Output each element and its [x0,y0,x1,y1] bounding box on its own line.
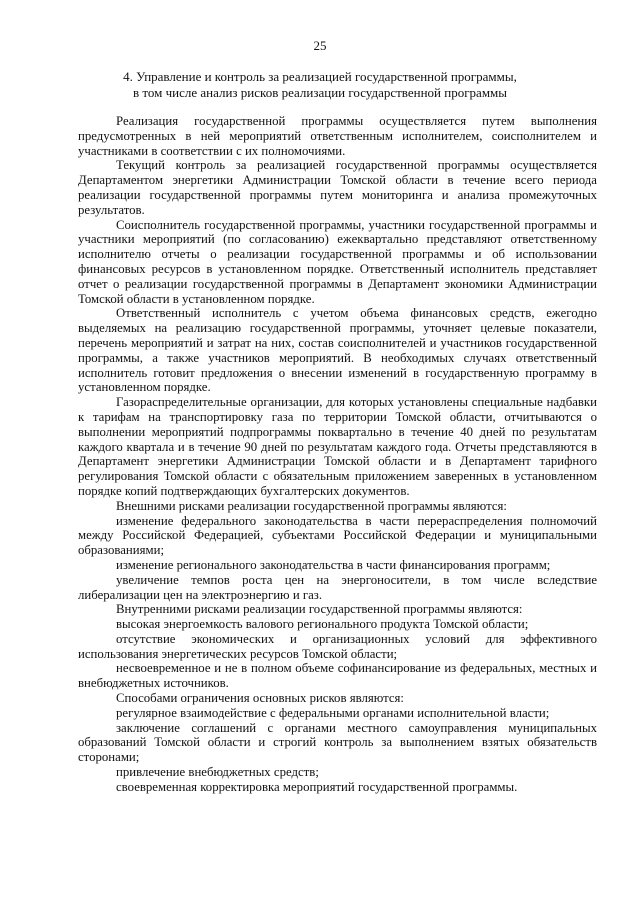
paragraph-responsible-executor: Ответственный исполнитель с учетом объема финансовых средств, ежегодно выделяемых на реализацию государственной программы, уточняет целевые показатели, перечень мероприятий и затрат на них, состав соисполнителей и участников государственной программы, а также участников мероприятий. В необходимых случаях ответственный исполнитель готовит предложения о внесении изменений в государственную программу в установленном порядке. [78,306,597,395]
list-item-mitigation-extrabudgetary: привлечение внебюджетных средств; [116,765,319,780]
list-item-mitigation-agreements: заключение соглашений с органами местного самоуправления муниципальных образований Томской области и строгий контроль за выполнением взятых обязательств сторонами; [78,720,597,765]
section-heading [60,69,580,101]
section-heading-line-2: в том числе анализ рисков реализации государственной программы [132,85,508,100]
list-item-mitigation-adjustment: своевременная корректировка мероприятий государственной программы. [116,779,518,794]
page-number: 25 [313,38,327,53]
paragraph-reporting: Соисполнитель государственной программы, участники государственной программы и участники мероприятий (по согласованию) ежеквартально представляют ответственному исполнителю отчеты о реализации государственной программы и об использовании финансовых ресурсов в установленном порядке. Ответственный исполнитель представляет отчет о реализации государственной программы в Департамент экономики Администрации Томской области в установленном порядке. [78,217,597,306]
section-heading-line-1: 4. Управление и контроль за реализацией государственной программы, [123,69,517,84]
paragraph-risk-mitigation-intro: Способами ограничения основных рисков являются: [116,691,404,706]
list-item-external-risk-federal: изменение федерального законодательства в части перераспределения полномочий между Российской Федерацией, субъектами Российской Федерации и муниципальными образованиями; [78,513,597,558]
list-item-internal-risk-conditions: отсутствие экономических и организационных условий для эффективного использования энергетических ресурсов Томской области; [78,631,597,661]
list-item-mitigation-federal: регулярное взаимодействие с федеральными органами исполнительной власти; [116,705,550,720]
paragraph-implementation: Реализация государственной программы осуществляется путем выполнения предусмотренных в ней мероприятий ответственным исполнителем, соисполнителем и участниками в соответствии с их полномочиями. [78,114,597,158]
body-text [78,114,597,795]
list-item-internal-risk-cofinancing: несвоевременное и не в полном объеме софинансирование из федеральных, местных и внебюджетных источников. [78,661,597,691]
paragraph-current-control: Текущий контроль за реализацией государственной программы осуществляется Департаментом энергетики Администрации Томской области в течение всего периода реализации государственной программы путем мониторинга и анализа промежуточных результатов. [78,158,597,217]
paragraph-internal-risks-intro: Внутренними рисками реализации государственной программы являются: [116,602,523,617]
paragraph-external-risks-intro: Внешними рисками реализации государственной программы являются: [116,498,507,513]
paragraph-gas-distribution: Газораспределительные организации, для которых установлены специальные надбавки к тарифам на транспортировку газа по территории Томской области, отчитываются о выполнении мероприятий подпрограммы поквартально в течение 40 дней по результатам каждого квартала и в течение 90 дней по результатам каждого года. Отчеты представляются в Департамент энергетики Администрации Томской области и в Департамент тарифного регулирования Томской области с обязательным приложением заверенных в установленном порядке копий подтверждающих бухгалтерских документов. [78,395,597,498]
list-item-internal-risk-energy-intensity: высокая энергоемкость валового регионального продукта Томской области; [116,617,529,632]
list-item-external-risk-prices: увеличение темпов роста цен на энергоносители, в том числе вследствие либерализации цен на электроэнергию и газ. [78,572,597,602]
list-item-external-risk-regional: изменение регионального законодательства в части финансирования программ; [116,557,551,572]
